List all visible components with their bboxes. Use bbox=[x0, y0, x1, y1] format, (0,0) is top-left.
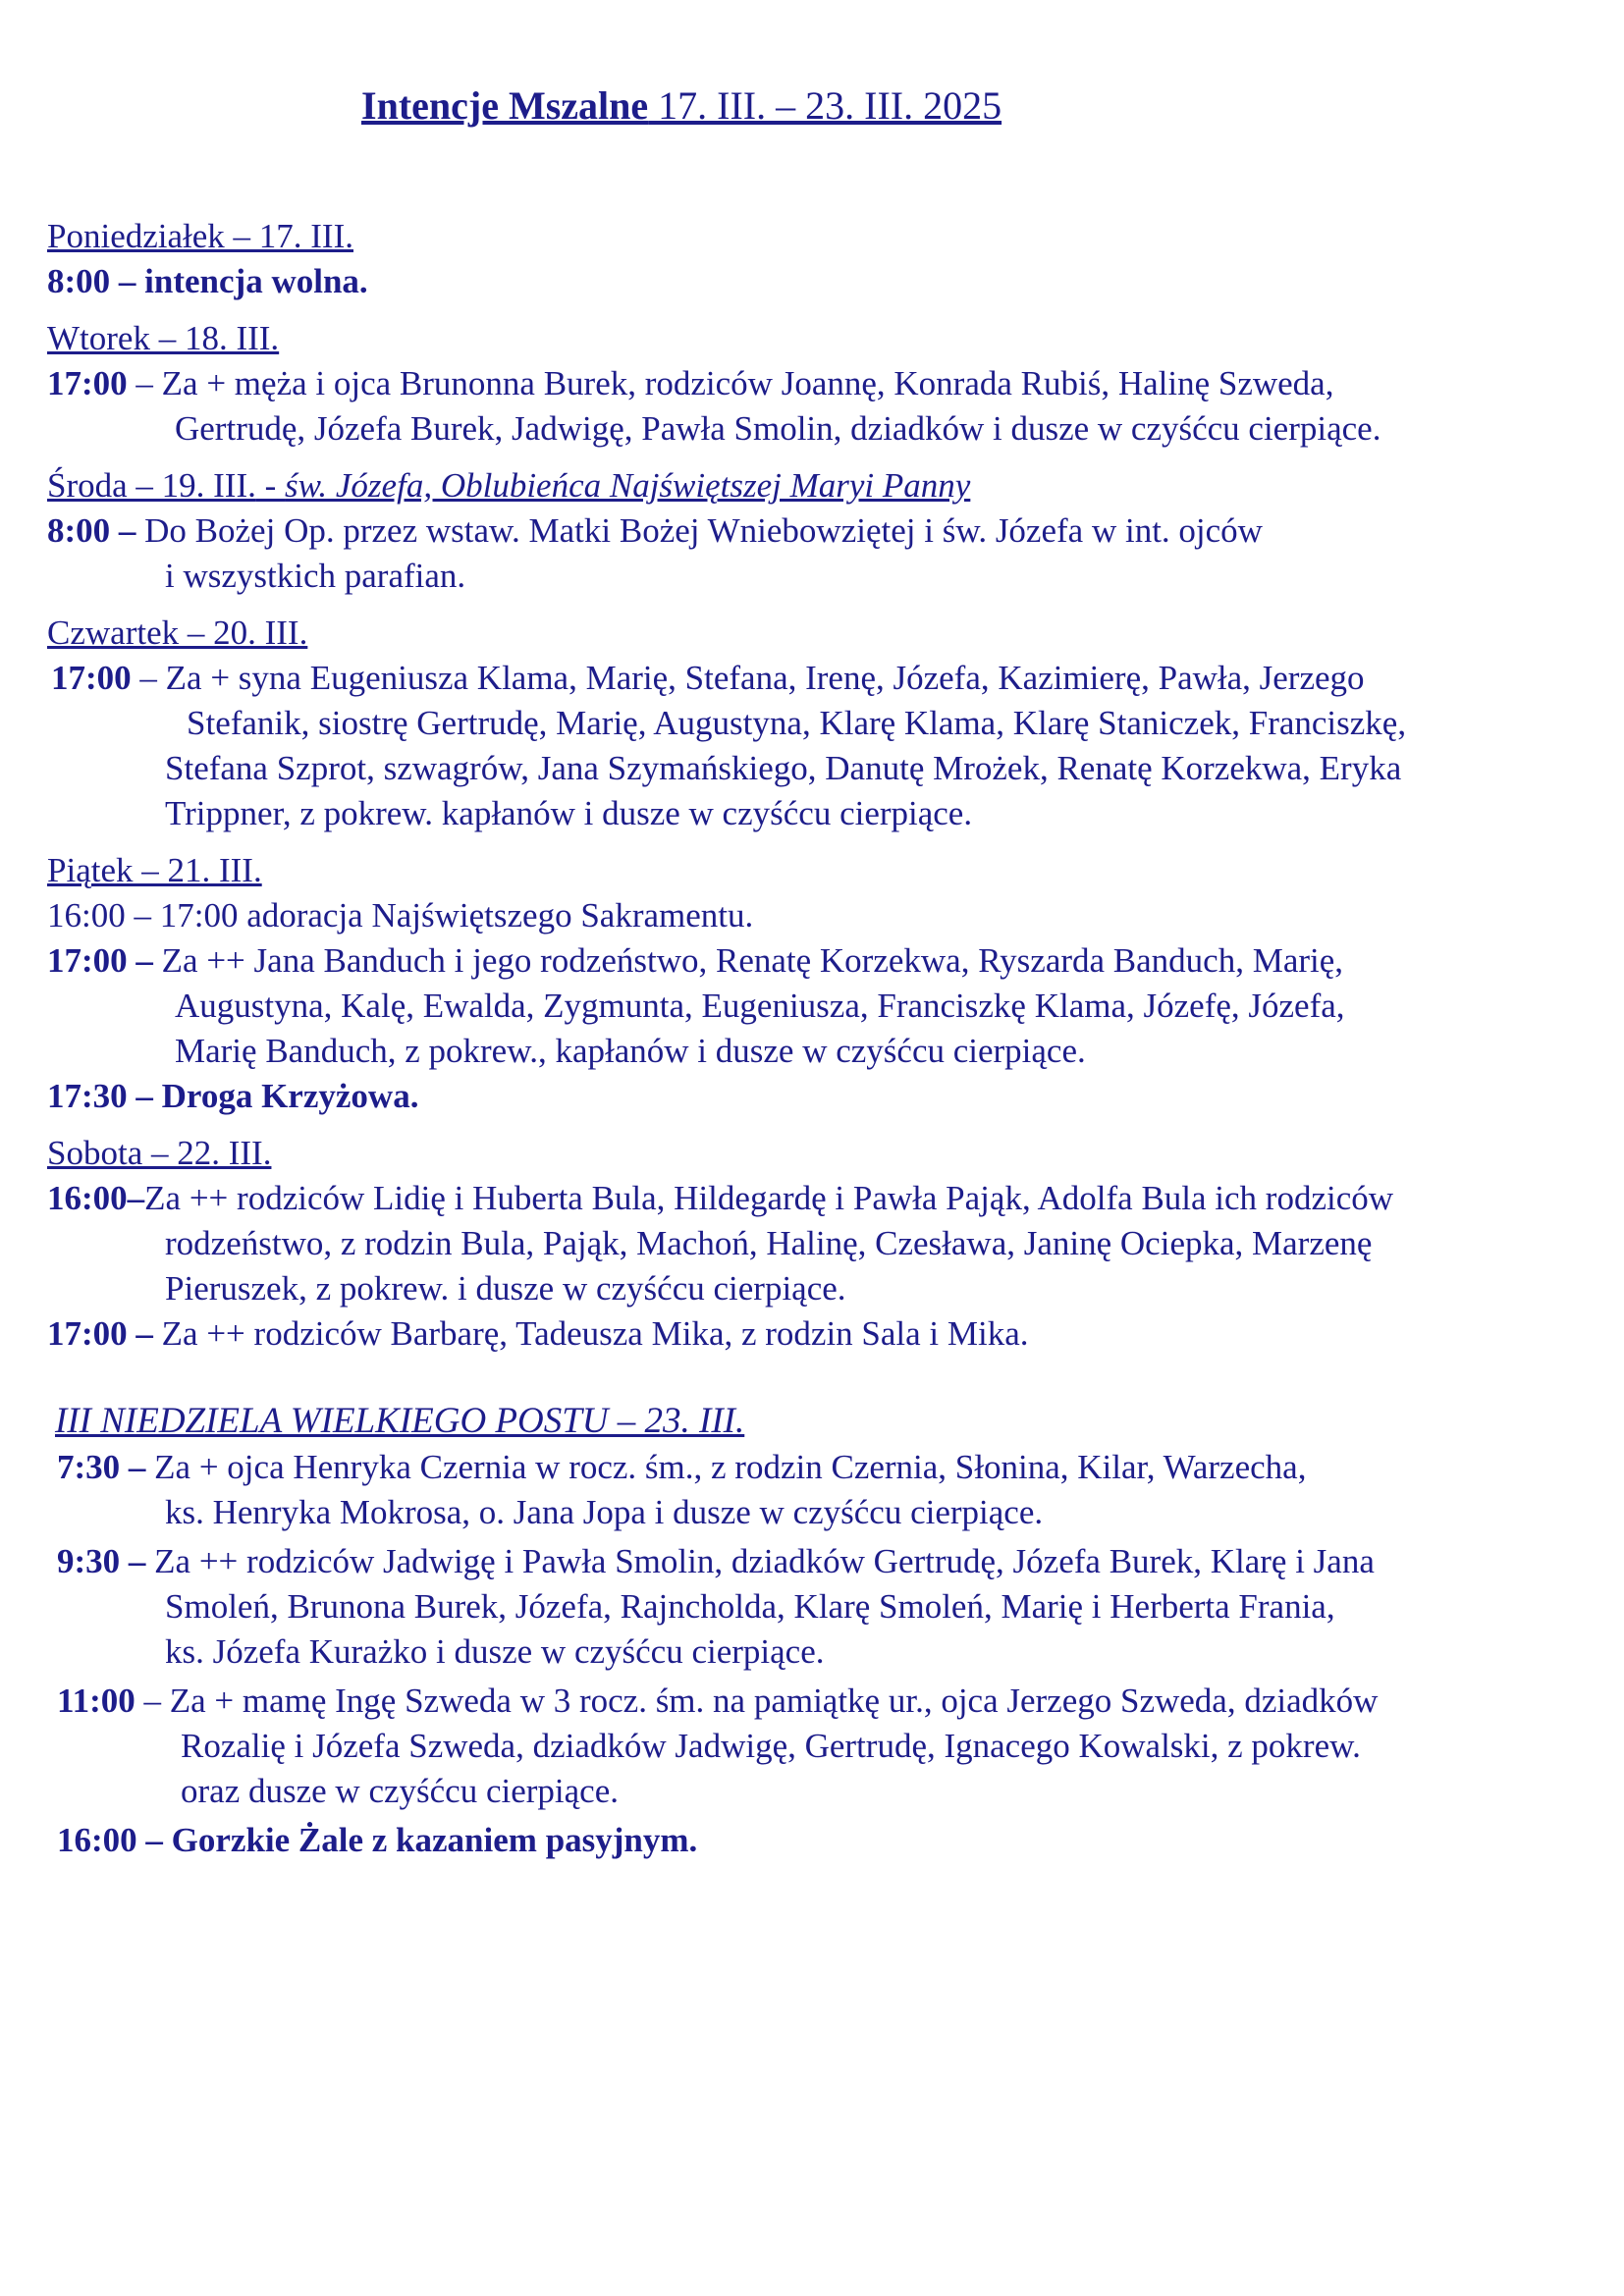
mass-text-continued: ks. Henryka Mokrosa, o. Jana Jopa i dusze w czyśćcu cierpiące. bbox=[165, 1493, 1044, 1531]
title-dates: 17. III. – 23. III. 2025 bbox=[648, 83, 1002, 128]
sunday-heading: III NIEDZIELA WIELKIEGO POSTU – 23. III. bbox=[55, 1401, 745, 1441]
mass-entry bbox=[47, 1445, 1598, 1490]
day-saturday bbox=[47, 1131, 1598, 1357]
lament-entry: 16:00 – Gorzkie Żale z kazaniem pasyjnym. bbox=[57, 1821, 698, 1859]
mass-text-continued: Gertrudę, Józefa Burek, Jadwigę, Pawła Smolin, dziadków i dusze w czyśćcu cierpiące. bbox=[175, 409, 1381, 448]
mass-text: Do Bożej Op. przez wstaw. Matki Bożej Wniebowziętej i św. Józefa w int. ojców bbox=[135, 511, 1263, 550]
mass-time: 17:00 bbox=[51, 659, 132, 697]
mass-text-continued: Trippner, z pokrew. kapłanów i dusze w czyśćcu cierpiące. bbox=[165, 794, 973, 832]
title-main: Intencje Mszalne bbox=[361, 83, 649, 128]
mass-text: – Za + męża i ojca Brunonna Burek, rodziców Joannę, Konrada Rubiś, Halinę Szweda, bbox=[127, 364, 1334, 402]
mass-entry bbox=[47, 656, 1598, 701]
mass-time: 7:30 – bbox=[57, 1448, 146, 1486]
mass-text: Droga Krzyżowa. bbox=[152, 1077, 419, 1115]
mass-time: 11:00 bbox=[57, 1682, 135, 1720]
day-wednesday bbox=[47, 463, 1598, 599]
mass-text-continued: Augustyna, Kalę, Ewalda, Zygmunta, Eugeniusza, Franciszkę Klama, Józefę, Józefa, bbox=[175, 987, 1345, 1025]
mass-text: – intencja wolna. bbox=[110, 262, 368, 300]
heading-separator: - bbox=[255, 466, 286, 505]
day-heading bbox=[47, 463, 1598, 508]
day-heading: Sobota – 22. III. bbox=[47, 1134, 272, 1172]
mass-text: Za ++ rodziców Jadwigę i Pawła Smolin, dziadków Gertrudę, Józefa Burek, Klarę i Jana bbox=[145, 1542, 1375, 1580]
day-sunday bbox=[47, 1398, 1598, 1863]
day-friday bbox=[47, 848, 1598, 1119]
mass-time: 17:30 – bbox=[47, 1077, 153, 1115]
mass-entry bbox=[47, 1679, 1598, 1724]
mass-time: 17:00 – bbox=[47, 1314, 153, 1353]
mass-time: 17:00 bbox=[47, 364, 128, 402]
way-of-cross-entry bbox=[47, 1074, 1598, 1119]
mass-text: Za ++ rodziców Lidię i Huberta Bula, Hildegardę i Pawła Pająk, Adolfa Bula ich rodziców bbox=[144, 1179, 1394, 1217]
mass-text: – Za + syna Eugeniusza Klama, Marię, Stefana, Irenę, Józefa, Kazimierę, Pawła, Jerzego bbox=[131, 659, 1365, 697]
mass-text: Za + ojca Henryka Czernia w rocz. śm., z rodzin Czernia, Słonina, Kilar, Warzecha, bbox=[145, 1448, 1307, 1486]
feast-note: św. Józefa, Oblubieńca Najświętszej Maryi Panny bbox=[285, 466, 971, 505]
mass-time: 17:00 – bbox=[47, 941, 153, 980]
mass-time: 8:00 bbox=[47, 262, 111, 300]
mass-text-continued: Pieruszek, z pokrew. i dusze w czyśćcu cierpiące. bbox=[165, 1269, 846, 1308]
adoration-entry: 16:00 – 17:00 adoracja Najświętszego Sakramentu. bbox=[47, 896, 754, 934]
mass-entry bbox=[47, 938, 1598, 984]
mass-text-continued: Stefana Szprot, szwagrów, Jana Szymańskiego, Danutę Mrożek, Renatę Korzekwa, Eryka bbox=[165, 749, 1402, 787]
mass-time: 16:00– bbox=[47, 1179, 145, 1217]
mass-entry bbox=[47, 361, 1598, 406]
day-heading: Piątek – 21. III. bbox=[47, 851, 262, 889]
mass-time: 8:00 – bbox=[47, 511, 136, 550]
day-heading: Wtorek – 18. III. bbox=[47, 319, 280, 357]
mass-text-continued: Stefanik, siostrę Gertrudę, Marię, Augustyna, Klarę Klama, Klarę Staniczek, Franciszkę, bbox=[187, 704, 1407, 742]
day-tuesday bbox=[47, 316, 1598, 452]
mass-text-continued: Smoleń, Brunona Burek, Józefa, Rajncholda, Klarę Smoleń, Marię i Herberta Frania, bbox=[165, 1587, 1335, 1626]
mass-text-continued: i wszystkich parafian. bbox=[165, 557, 466, 595]
page-title bbox=[361, 80, 1001, 132]
day-monday bbox=[47, 214, 1598, 304]
mass-text-continued: rodzeństwo, z rodzin Bula, Pająk, Machoń, Halinę, Czesława, Janinę Ociepka, Marzenę bbox=[165, 1224, 1373, 1262]
mass-text-continued: Marię Banduch, z pokrew., kapłanów i dusze w czyśćcu cierpiące. bbox=[175, 1032, 1086, 1070]
mass-text-continued: ks. Józefa Kurażko i dusze w czyśćcu cierpiące. bbox=[165, 1632, 825, 1671]
mass-text: Za ++ Jana Banduch i jego rodzeństwo, Renatę Korzekwa, Ryszarda Banduch, Marię, bbox=[152, 941, 1344, 980]
day-heading: Poniedziałek – 17. III. bbox=[47, 217, 353, 255]
mass-entry bbox=[47, 1311, 1598, 1357]
mass-text-continued: Rozalię i Józefa Szweda, dziadków Jadwigę, Gertrudę, Ignacego Kowalski, z pokrew. bbox=[181, 1727, 1361, 1765]
mass-text-continued: oraz dusze w czyśćcu cierpiące. bbox=[181, 1772, 619, 1810]
day-thursday bbox=[47, 611, 1598, 836]
intentions-list bbox=[47, 214, 1598, 1863]
mass-entry bbox=[47, 508, 1598, 554]
mass-entry bbox=[47, 1176, 1598, 1221]
mass-text: – Za + mamę Ingę Szweda w 3 rocz. śm. na pamiątkę ur., ojca Jerzego Szweda, dziadków bbox=[135, 1682, 1379, 1720]
mass-entry bbox=[47, 1539, 1598, 1584]
mass-text: Za ++ rodziców Barbarę, Tadeusza Mika, z rodzin Sala i Mika. bbox=[152, 1314, 1029, 1353]
day-heading: Czwartek – 20. III. bbox=[47, 614, 308, 652]
day-heading-date: Środa – 19. III. bbox=[47, 466, 256, 505]
mass-entry bbox=[47, 259, 1598, 304]
mass-time: 9:30 – bbox=[57, 1542, 146, 1580]
